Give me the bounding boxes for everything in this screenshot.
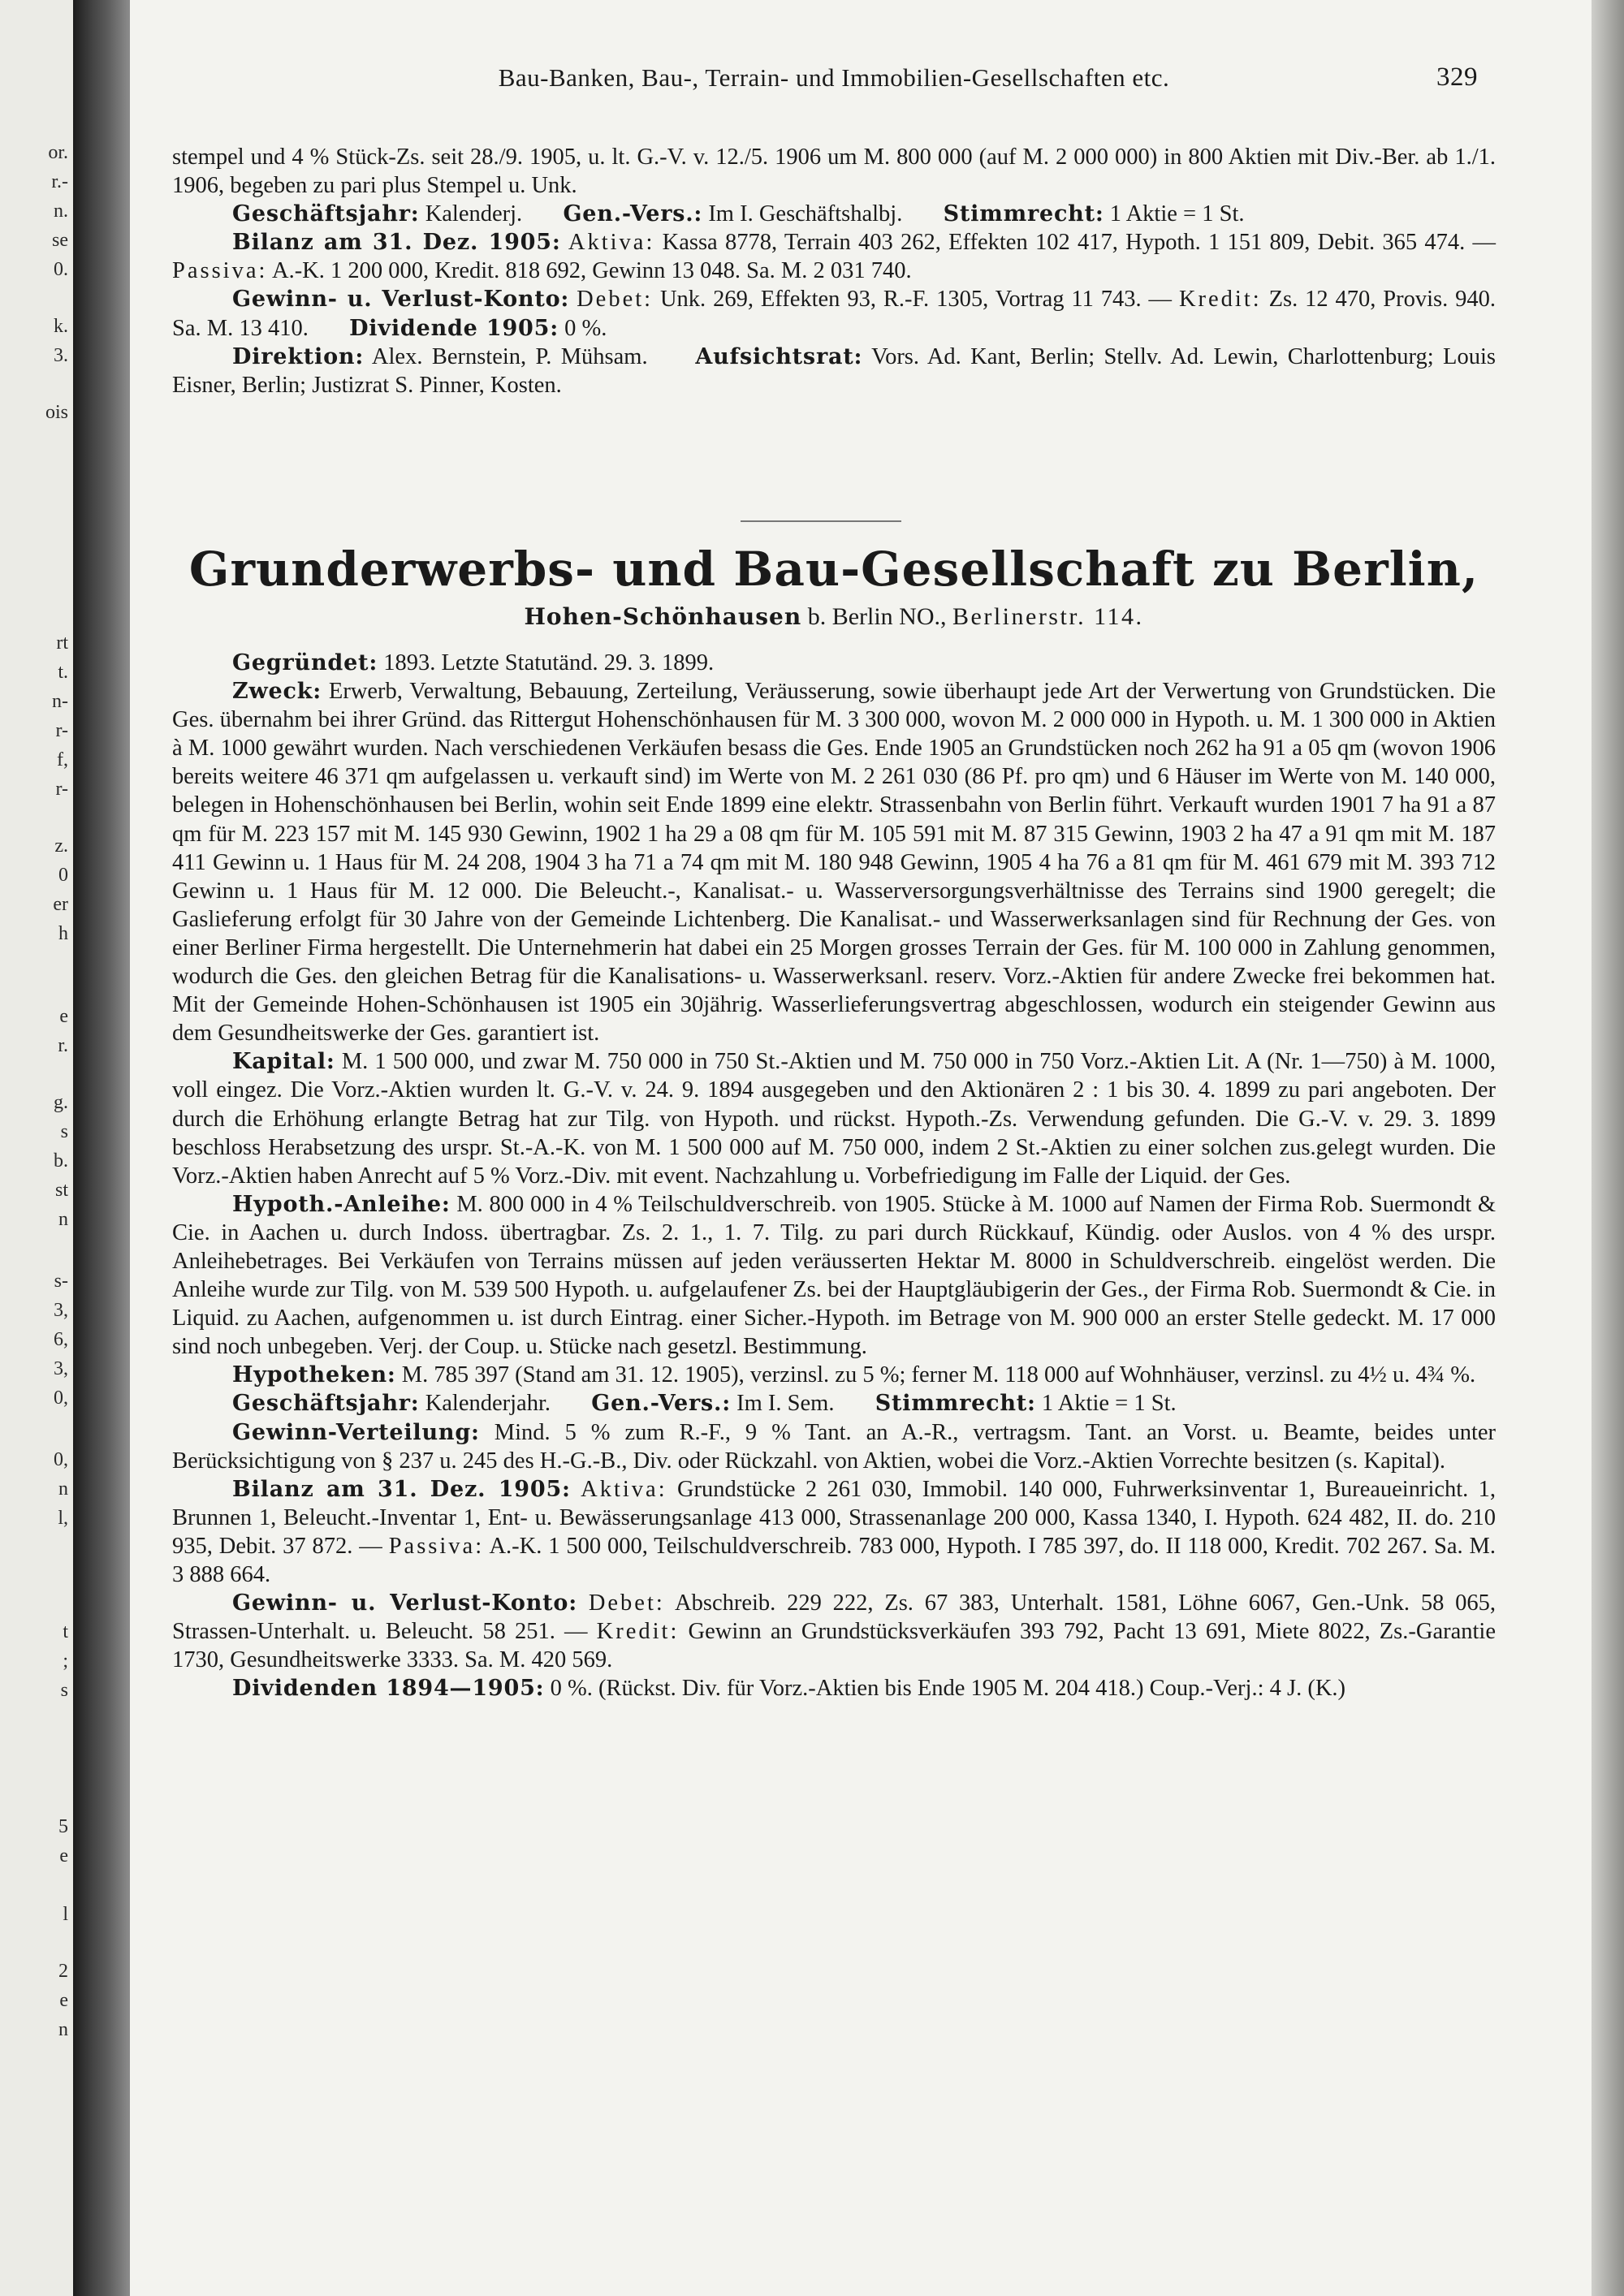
margin-fragment: ois [45,402,68,423]
mortgage-loan-text: M. 800 000 in 4 % Teilschuldverschreib. von 1905. Stücke à M. 1000 auf Namen der Firma Rob. Suermondt & Cie. in Aachen u. durch Indoss. übertragbar. Zs. 2. 1., 1. 7. Tilg. zu pari durch Rückkauf, Kündig. oder Auslos. von 4 % des urspr. Anleihebetrages. Bei Verkäufen von Terrains müssen auf jeden veräusserten Hektar M. 8000 in Schuldverschreib. eingelöst werden. Die Anleihe wurde zur Tilg. von M. 539 500 Hypoth. u. aufgelaufener Zs. bei der Hauptgläubigerin der Ges., der Firma Rob. Suermondt & Cie. in Liquid. zu Aachen, aufgenommen u. ist durch Eintrag. einer Sicher.-Hypoth. im Betrage von M. 900 000 an erster Stelle gedeckt. M. 17 000 sind noch unbegeben. Verj. der Coup. u. Stücke nach gesetzl. Bestimmung. [172,1191,1496,1360]
credit-word: Kredit: [1178,287,1262,313]
margin-fragment: b. [54,1150,68,1172]
purpose-section [172,677,1496,1047]
mortgages-section [172,1361,1496,1389]
balance-sheet [172,1475,1496,1589]
margin-fragment: k. [54,316,68,337]
voting-right-value: 1 Aktie = 1 St. [1041,1391,1177,1417]
profit-loss-label: Gewinn- u. Verlust-Konto: [232,1590,577,1616]
debit-text: Abschreib. 229 222, Zs. 67 383, Unterhalt. 1581, Löhne 6067, Gen.-Unk. 58 065, Strassen-Unterhalt. u. Beleucht. 58 251. — [172,1590,1497,1645]
margin-fragment: f, [57,749,68,770]
assets-text: Kassa 8778, Terrain 403 262, Effekten 102 417, Hypoth. 1 151 809, Debit. 365 474. — [662,230,1496,256]
fiscal-year-value: Kalenderjahr. [425,1391,551,1417]
general-meeting-value: Im I. Geschäftshalbj. [708,201,903,227]
margin-fragment: e [59,1990,68,2011]
margin-fragment: n- [52,691,68,712]
margin-fragment: e [59,1006,68,1027]
previous-page-edge [0,0,73,2296]
profit-loss-label: Gewinn- u. Verlust-Konto: [232,287,570,313]
dividend-label: Dividende 1905: [349,315,559,341]
founded-label: Gegründet: [232,650,378,675]
debit-word: Debet: [577,287,654,313]
purpose-label: Zweck: [232,679,322,705]
margin-fragment: se [52,230,68,251]
margin-fragment: 3, [54,1300,68,1321]
margin-fragment: l [63,1904,68,1925]
margin-fragment: 0 [58,865,68,886]
debit-word: Debet: [588,1590,665,1616]
page-right-edge [1592,0,1624,2296]
liabilities-word: Passiva: [172,258,268,284]
company-title: Grunderwerbs- und Bau-Gesellschaft zu Berlin, [188,542,1479,597]
assets-text: Grundstücke 2 261 030, Immobil. 140 000, Fuhrwerksinventar 1, Bureaueinricht. 1, Brunnen 1, Beleucht.-Inventar 1, Ent- u. Bewässerungsanlage 413 000, Strassenanlage 200 000, Kassa 1340, I. Hypoth. 624 482, II. do. 210 935, Debit. 37 872. — [172,1476,1496,1559]
assets-word: Aktiva: [568,230,655,256]
margin-fragment: 0. [54,259,68,280]
margin-fragment: n [58,1209,68,1230]
margin-fragment: t. [58,662,68,683]
directors-value: Alex. Bernstein, P. Mühsam. [371,343,648,369]
balance-sheet-label: Bilanz am 31. Dez. 1905: [232,230,561,256]
margin-fragment: 0, [54,1388,68,1409]
voting-right-label: Stimmrecht: [943,201,1104,227]
profit-distribution-section [172,1418,1496,1475]
margin-fragment: r. [58,1035,68,1056]
voting-right-label: Stimmrecht: [875,1391,1036,1417]
dividends-label: Dividenden 1894—1905: [232,1676,545,1702]
liabilities-text: A.-K. 1 200 000, Kredit. 818 692, Gewinn 13 048. Sa. M. 2 031 740. [271,258,912,284]
margin-fragment: n. [54,201,68,222]
liabilities-text: A.-K. 1 500 000, Teilschuldverschreib. 783 000, Hypoth. I 785 397, do. II 118 000, Kredit. 702 267. Sa. M. 3 888 664. [172,1533,1497,1587]
margin-fragment: rt [56,632,68,654]
margin-fragment: ; [63,1651,68,1672]
capital-label: Kapital: [232,1049,335,1075]
page-number: 329 [1436,63,1478,92]
margin-fragment: z. [54,835,68,857]
dividend-value: 0 %. [564,315,607,341]
credit-text: Gewinn an Grundstücksverkäufen 393 792, Pacht 13 691, Miete 8022, Zs.-Garantie 1730, Gesundheitswerke 3333. Sa. M. 420 569. [172,1619,1496,1673]
margin-fragment: l, [58,1508,68,1529]
margin-fragment: n [58,1478,68,1500]
dividends-section [172,1674,1496,1703]
balance-sheet-label: Bilanz am 31. Dez. 1905: [232,1476,571,1502]
margin-fragment: r- [55,779,68,800]
general-meeting-label: Gen.-Vers.: [563,201,703,227]
margin-fragment: 0, [54,1449,68,1470]
book-page [130,0,1592,2296]
profit-distribution-label: Gewinn-Verteilung: [232,1419,480,1445]
company-location-street: Berlinerstr. 114. [952,603,1144,630]
margin-fragment: r.- [51,171,68,192]
margin-fragment: g. [54,1092,68,1113]
mortgage-loan-label: Hypoth.-Anleihe: [232,1191,451,1217]
issue-text: stempel und 4 % Stück-Zs. seit 28./9. 1905, u. lt. G.-V. v. 12./5. 1906 um M. 800 000 (auf M. 2 000 000) in 800 Aktien mit Div.-Ber. ab 1./1. 1906, begeben zu pari plus Stempel u. Unk. [172,145,1496,199]
general-meeting-label: Gen.-Vers.: [591,1391,732,1417]
fiscal-year-value: Kalenderj. [425,201,523,227]
fiscal-year-label: Geschäftsjahr: [232,1391,420,1417]
margin-fragment: n [58,2019,68,2040]
debit-text: Unk. 269, Effekten 93, R.-F. 1305, Vortrag 11 743. — [659,287,1173,313]
mortgage-loan-section [172,1190,1496,1362]
management-board [172,343,1496,399]
margin-fragment: or. [48,142,68,163]
margin-fragment: s [60,1121,68,1142]
company-location-name: Hohen-Schönhausen [524,603,802,630]
section-divider [741,520,901,522]
running-header-title: Bau-Banken, Bau-, Terrain- und Immobilien-Gesellschaften etc. [498,63,1170,92]
liabilities-word: Passiva: [388,1533,485,1559]
margin-fragment: 5 [58,1816,68,1837]
meta-line [172,200,1496,228]
margin-fragment: st [54,1180,68,1201]
margin-fragment: e [59,1845,68,1867]
margin-fragment: 3. [54,345,68,366]
profit-loss-account [172,1589,1496,1674]
founded-line [172,649,1496,677]
margin-fragment: er [53,894,68,915]
mortgages-label: Hypotheken: [232,1362,396,1388]
purpose-text: Erwerb, Verwaltung, Bebauung, Zerteilung, Veräusserung, sowie überhaupt jede Art der Verwertung von Grundstücken. Die Ges. übernahm bei ihrer Gründ. das Rittergut Hohenschönhausen für M. 3 300 000, wovon M. 2 000 000 in Hypoth. u. M. 1 300 000 in Aktien à M. 1000 gewährt wurden. Nach verschiedenen Verkäufen besass die Ges. Ende 1905 an Grundstücken noch 262 ha 91 a 05 qm (wovon 1906 bereits weitere 46 371 qm aufgelassen u. verkauft sind) im Werte von M. 2 261 030 (86 Pf. pro qm) und 6 Häuser im Werte von M. 140 000, belegen in Hohenschönhausen bei Berlin, wohin seit Ende 1899 eine elektr. Strassenbahn von Berlin führt. Verkauft wurden 1901 7 ha 91 a 87 qm für M. 223 157 mit M. 145 930 Gewinn, 1902 1 ha 29 a 08 qm für M. 105 591 mit M. 87 315 Gewinn, 1903 2 ha 47 a 91 qm mit M. 187 411 Gewinn u. 1 Haus für M. 24 208, 1904 3 ha 71 a 74 qm mit M. 180 948 Gewinn, 1905 4 ha 76 a 81 qm für M. 461 679 mit M. 393 712 Gewinn u. 1 Haus für M. 12 000. Die Beleucht.-, Kanalisat.- u. Wasserversorgungsverhältnisse des Terrains sind 1900 geregelt; die Gaslieferung erfolgt für 30 Jahre von der Gemeinde Lichtenberg. Die Kanalisat.- und Wasserwerksanlagen sind für Rechnung der Ges. von einer Berliner Firma hergestellt. Die Unternehmerin hat dabei ein 25 Morgen grosses Terrain der Ges. für M. 100 000 in Zahlung genommen, wodurch die Ges. den gleichen Betrag für die Kanalisations- u. Wasserwerksanl. reserv. Vorz.-Aktien für andere Zwecke frei bekommen hat. Mit der Gemeinde Hohen-Schönhausen ist 1905 ein 30jährig. Wasserlieferungsvertrag abgeschlossen, wodurch ein steigender Gewinn aus dem Gesundheitswerke der Ges. garantiert ist. [172,679,1496,1047]
credit-word: Kredit: [596,1619,680,1645]
company-entry [172,649,1496,1703]
supervisory-board-value: Vors. Ad. Kant, Berlin; Stellv. Ad. Lewin, Charlottenburg; Louis Eisner, Berlin; Justizrat S. Pinner, Kosten. [172,343,1496,398]
assets-word: Aktiva: [581,1476,667,1502]
meta-line [172,1389,1496,1418]
founded-value: 1893. Letzte Statutänd. 29. 3. 1899. [383,650,715,675]
mortgages-text: M. 785 397 (Stand am 31. 12. 1905), verzinsl. zu 5 %; ferner M. 118 000 auf Wohnhäuser, verzinsl. zu 4½ u. 4¾ %. [401,1362,1476,1388]
capital-section [172,1047,1496,1189]
profit-loss-account [172,285,1496,342]
margin-fragment: 3, [54,1358,68,1379]
profit-distribution-text: Mind. 5 % zum R.-F., 9 % Tant. an A.-R., vertragsm. Tant. an Vorst. u. Beamte, beides unter Berücksichtigung von § 237 u. 245 des H.-G.-B., Div. oder Rückzahl. von Aktien, wobei die Vorz.-Aktien Vorrechte besitzen (s. Kapital). [172,1419,1497,1474]
margin-fragment: s- [54,1271,68,1292]
book-binding-shadow [73,0,130,2296]
dividends-text: 0 %. (Rückst. Div. für Vorz.-Aktien bis Ende 1905 M. 204 418.) Coup.-Verj.: 4 J. (K.) [550,1676,1346,1702]
margin-fragment: h [58,923,68,944]
company-location-city: b. Berlin NO., [807,603,947,630]
margin-fragment: 6, [54,1329,68,1350]
directors-label: Direktion: [232,343,365,369]
voting-right-value: 1 Aktie = 1 St. [1109,201,1245,227]
general-meeting-value: Im I. Sem. [736,1391,835,1417]
credit-text: Zs. 12 470, Provis. 940. Sa. M. 13 410. [172,287,1497,341]
fiscal-year-label: Geschäftsjahr: [232,201,420,227]
margin-fragment: r- [55,720,68,741]
balance-sheet [172,228,1496,285]
previous-company-entry-continuation [172,143,1496,399]
running-header [172,63,1496,96]
margin-fragment: t [63,1621,68,1642]
capital-text: M. 1 500 000, und zwar M. 750 000 in 750 St.-Aktien und M. 750 000 in 750 Vorz.-Aktien Lit. A (Nr. 1—750) à M. 1000, voll eingez. Die Vorz.-Aktien wurden lt. G.-V. v. 24. 9. 1894 ausgegeben und den Aktionären 2 : 1 bis 30. 4. 1899 zu pari angeboten. Der durch die Erhöhung erlangte Betrag hat zur Tilg. von Hypoth. und rückst. Hypoth.-Zs. Verwendung gefunden. Die G.-V. v. 29. 3. 1899 beschloss Herabsetzung des urspr. St.-A.-K. von M. 1 500 000 auf M. 750 000, indem 2 St.-Aktien zu einer solchen zus.gelegt wurden. Die Vorz.-Aktien haben Anrecht auf 5 % Vorz.-Div. mit event. Nachzahlung u. Vorbefriedigung im Falle der Liquid. der Ges. [172,1049,1496,1189]
supervisory-board-label: Aufsichtsrat: [695,343,863,369]
company-location [172,602,1496,632]
margin-fragment: 2 [58,1961,68,1982]
margin-fragment: s [60,1680,68,1701]
